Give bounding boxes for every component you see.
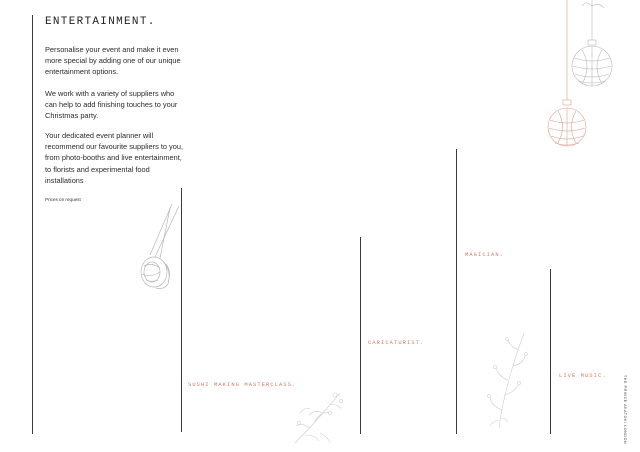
divider-magician [456,149,457,434]
side-brand-text [621,375,629,445]
label-caricaturist: CARICATURIST. [368,340,425,346]
prices-note: Prices on request [45,197,81,202]
planner-paragraph: Your dedicated event planner will recommend our favourite suppliers to you, from photo-booths and live entertainment, to florists and experimental food installations [45,131,184,185]
floral-sprig-icon [285,383,355,448]
divider-left [32,15,33,434]
label-sushi-masterclass: SUSHI MAKING MASTERCLASS. [188,382,297,388]
side-brand-label: THE PRINCE AKATOKI LONDON [623,375,627,445]
sushi-roll-icon [132,200,192,295]
suppliers-paragraph: We work with a variety of suppliers who can help to add finishing touches to your Christmas party. [45,89,178,121]
floral-sprig-icon [484,330,529,430]
page-title: ENTERTAINMENT. [45,16,156,28]
intro-paragraph: Personalise your event and make it even more special by adding one of our unique entertainment options. [45,45,181,77]
label-magician: MAGICIAN. [465,252,505,258]
divider-live-music [550,269,551,434]
bauble-icon [545,0,615,160]
label-live-music: LIVE MUSIC. [559,373,607,379]
divider-caricaturist [360,237,361,434]
